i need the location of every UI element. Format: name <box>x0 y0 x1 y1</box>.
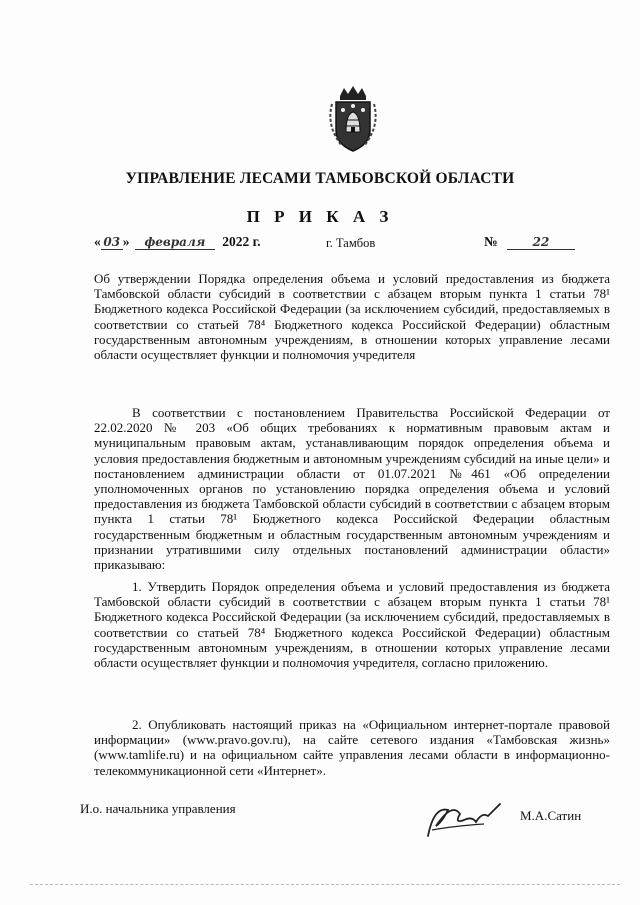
city: г. Тамбов <box>326 236 376 250</box>
date-day: 03 <box>101 235 123 250</box>
quote-open: « <box>94 234 101 249</box>
number-label: № <box>484 234 498 249</box>
preamble-text: В соответствии с постановлением Правительства Российской Федерации от 22.02.2020 № 203 «Об общих требованиях к нормативным правовым актам и муниципальным правовым актам, устанавливающим порядок определения объема и условия предоставления бюджетным и автономным учреждениям субсидий на иные цели» и постановлением администрации области от 01.07.2021 №461 «Об определении уполномоченных органов по установлению порядка определения объема и условий предоставления из бюджета Тамбовской области субсидий в соответствии с абзацем вторым пункта 1 статьи 78¹ Бюджетного кодекса Российской Федерации областным государственным бюджетным и областным государственным автономным учреждениям и признании утратившими силу отдельных постановлений администрации области» приказываю: <box>94 405 610 573</box>
number-line <box>484 234 575 250</box>
order-item-2 <box>94 717 610 778</box>
document-title: Об утверждении Порядка определения объема и условий предоставления из бюджета Тамбовской области субсидий в соответствии с абзацем вторым пункта 1 статьи 78¹ Бюджетного кодекса Российской Федерации (за исключением субсидий, предоставляемых в соответствии со статьей 78⁴ Бюджетного кодекса Российской Федерации) областным государственным автономным учреждениям, в отношении которых управление лесами области осуществляет функции и полномочия учредителя <box>94 271 610 363</box>
emblem-icon <box>326 84 380 154</box>
quote-close: » <box>122 234 130 249</box>
date-year: 2022 г. <box>222 234 261 249</box>
order-item-1-text: 1. Утвердить Порядок определения объема и условий предоставления из бюджета Тамбовской области субсидий в соответствии с абзацем вторым пункта 1 статьи 78¹ Бюджетного кодекса Российской Федерации (за исключением субсидий, предоставляемых в соответствии со статьей 78⁴ Бюджетного кодекса Российской Федерации) областным государственным автономным учреждениям, в отношении которых управление лесами области осуществляет функции и полномочия учредителя, согласно приложению. <box>94 579 610 671</box>
signature-scribble <box>424 796 504 840</box>
document-type: П Р И К А З <box>246 207 394 226</box>
signatory-name: М.А.Сатин <box>520 808 582 823</box>
order-item-1 <box>94 579 610 670</box>
page-bottom-rule <box>30 884 620 885</box>
date-month: февраля <box>135 235 215 250</box>
organization-name: УПРАВЛЕНИЕ ЛЕСАМИ ТАМБОВСКОЙ ОБЛАСТИ <box>125 170 515 187</box>
signatory-position: И.о. начальника управления <box>80 801 236 816</box>
date-line <box>94 234 261 250</box>
preamble-paragraph <box>94 405 610 572</box>
document-number: 22 <box>507 235 575 250</box>
order-item-2-text: 2. Опубликовать настоящий приказ на «Официальном интернет-портале правовой информации» (www.pravo.gov.ru), на сайте сетевого издания «Тамбовская жизнь» (www.tamlife.ru) и на официальном сайте управления лесами области в информационно-телекоммуникационной сети «Интернет». <box>94 717 610 778</box>
